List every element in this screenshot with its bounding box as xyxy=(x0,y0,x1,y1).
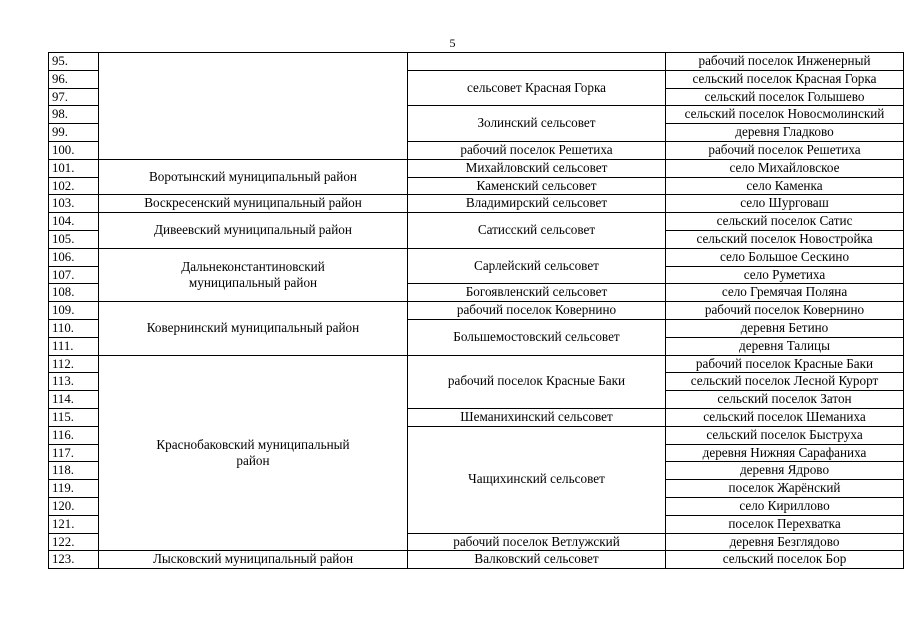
district-cell: Воротынский муниципальный район xyxy=(99,159,408,195)
settlement-cell: Сатисский сельсовет xyxy=(408,213,666,249)
locality-cell: деревня Гладково xyxy=(666,124,904,142)
page-number: 5 xyxy=(449,36,456,50)
settlement-cell: Каменский сельсовет xyxy=(408,177,666,195)
settlement-cell: сельсовет Красная Горка xyxy=(408,70,666,106)
table-row xyxy=(49,53,904,71)
row-number: 120. xyxy=(49,497,99,515)
row-number: 111. xyxy=(49,337,99,355)
row-number: 102. xyxy=(49,177,99,195)
row-number: 99. xyxy=(49,124,99,142)
row-number: 116. xyxy=(49,426,99,444)
locality-cell: сельский поселок Сатис xyxy=(666,213,904,231)
row-number: 118. xyxy=(49,462,99,480)
locality-cell: деревня Нижняя Сарафаниха xyxy=(666,444,904,462)
locality-cell: поселок Перехватка xyxy=(666,515,904,533)
table-row xyxy=(49,302,904,320)
row-number: 119. xyxy=(49,480,99,498)
row-number: 109. xyxy=(49,302,99,320)
locality-cell: рабочий поселок Инженерный xyxy=(666,53,904,71)
locality-cell: село Кириллово xyxy=(666,497,904,515)
settlement-cell: Владимирский сельсовет xyxy=(408,195,666,213)
settlement-cell: рабочий поселок Ковернино xyxy=(408,302,666,320)
table-row xyxy=(49,248,904,266)
locality-cell: сельский поселок Красная Горка xyxy=(666,70,904,88)
settlement-cell: Шеманихинский сельсовет xyxy=(408,408,666,426)
locality-cell: деревня Безглядово xyxy=(666,533,904,551)
settlement-cell: рабочий поселок Решетиха xyxy=(408,141,666,159)
locality-cell: село Михайловское xyxy=(666,159,904,177)
locality-cell: рабочий поселок Ковернино xyxy=(666,302,904,320)
row-number: 105. xyxy=(49,230,99,248)
settlement-cell: Золинский сельсовет xyxy=(408,106,666,142)
row-number: 121. xyxy=(49,515,99,533)
row-number: 96. xyxy=(49,70,99,88)
table-row xyxy=(49,355,904,373)
settlement-cell: Чащихинский сельсовет xyxy=(408,426,666,533)
locality-cell: сельский поселок Шеманиха xyxy=(666,408,904,426)
locality-cell: сельский поселок Новосмолинский xyxy=(666,106,904,124)
locality-cell: село Каменка xyxy=(666,177,904,195)
table-row xyxy=(49,213,904,231)
locality-cell: сельский поселок Быструха xyxy=(666,426,904,444)
locality-cell: сельский поселок Новостройка xyxy=(666,230,904,248)
row-number: 101. xyxy=(49,159,99,177)
locality-cell: деревня Талицы xyxy=(666,337,904,355)
settlements-table xyxy=(48,52,904,569)
locality-cell: деревня Бетино xyxy=(666,319,904,337)
locality-cell: село Большое Сескино xyxy=(666,248,904,266)
row-number: 106. xyxy=(49,248,99,266)
row-number: 122. xyxy=(49,533,99,551)
settlement-cell: Большемостовский сельсовет xyxy=(408,319,666,355)
settlement-cell: Богоявленский сельсовет xyxy=(408,284,666,302)
district-cell xyxy=(99,53,408,160)
row-number: 104. xyxy=(49,213,99,231)
row-number: 95. xyxy=(49,53,99,71)
locality-cell: сельский поселок Лесной Курорт xyxy=(666,373,904,391)
table-row xyxy=(49,159,904,177)
locality-cell: сельский поселок Голышево xyxy=(666,88,904,106)
locality-cell: рабочий поселок Решетиха xyxy=(666,141,904,159)
locality-cell: село Руметиха xyxy=(666,266,904,284)
settlement-cell xyxy=(408,53,666,71)
row-number: 100. xyxy=(49,141,99,159)
locality-cell: село Гремячая Поляна xyxy=(666,284,904,302)
locality-cell: деревня Ядрово xyxy=(666,462,904,480)
district-cell: Воскресенский муниципальный район xyxy=(99,195,408,213)
settlement-cell: Валковский сельсовет xyxy=(408,551,666,569)
table-row xyxy=(49,551,904,569)
row-number: 113. xyxy=(49,373,99,391)
row-number: 107. xyxy=(49,266,99,284)
row-number: 110. xyxy=(49,319,99,337)
row-number: 108. xyxy=(49,284,99,302)
district-cell: Дивеевский муниципальный район xyxy=(99,213,408,249)
row-number: 123. xyxy=(49,551,99,569)
row-number: 117. xyxy=(49,444,99,462)
row-number: 98. xyxy=(49,106,99,124)
row-number: 115. xyxy=(49,408,99,426)
district-cell: Лысковский муниципальный район xyxy=(99,551,408,569)
row-number: 112. xyxy=(49,355,99,373)
settlement-cell: рабочий поселок Ветлужский xyxy=(408,533,666,551)
settlement-cell: рабочий поселок Красные Баки xyxy=(408,355,666,408)
district-cell: Ковернинский муниципальный район xyxy=(99,302,408,355)
table-row xyxy=(49,195,904,213)
locality-cell: село Шурговаш xyxy=(666,195,904,213)
locality-cell: сельский поселок Затон xyxy=(666,391,904,409)
row-number: 114. xyxy=(49,391,99,409)
locality-cell: сельский поселок Бор xyxy=(666,551,904,569)
settlement-cell: Михайловский сельсовет xyxy=(408,159,666,177)
locality-cell: рабочий поселок Красные Баки xyxy=(666,355,904,373)
settlement-cell: Сарлейский сельсовет xyxy=(408,248,666,284)
row-number: 97. xyxy=(49,88,99,106)
district-cell: Дальнеконстантиновский муниципальный район xyxy=(99,248,408,301)
district-cell: Краснобаковский муниципальный район xyxy=(99,355,408,551)
locality-cell: поселок Жарёнский xyxy=(666,480,904,498)
row-number: 103. xyxy=(49,195,99,213)
